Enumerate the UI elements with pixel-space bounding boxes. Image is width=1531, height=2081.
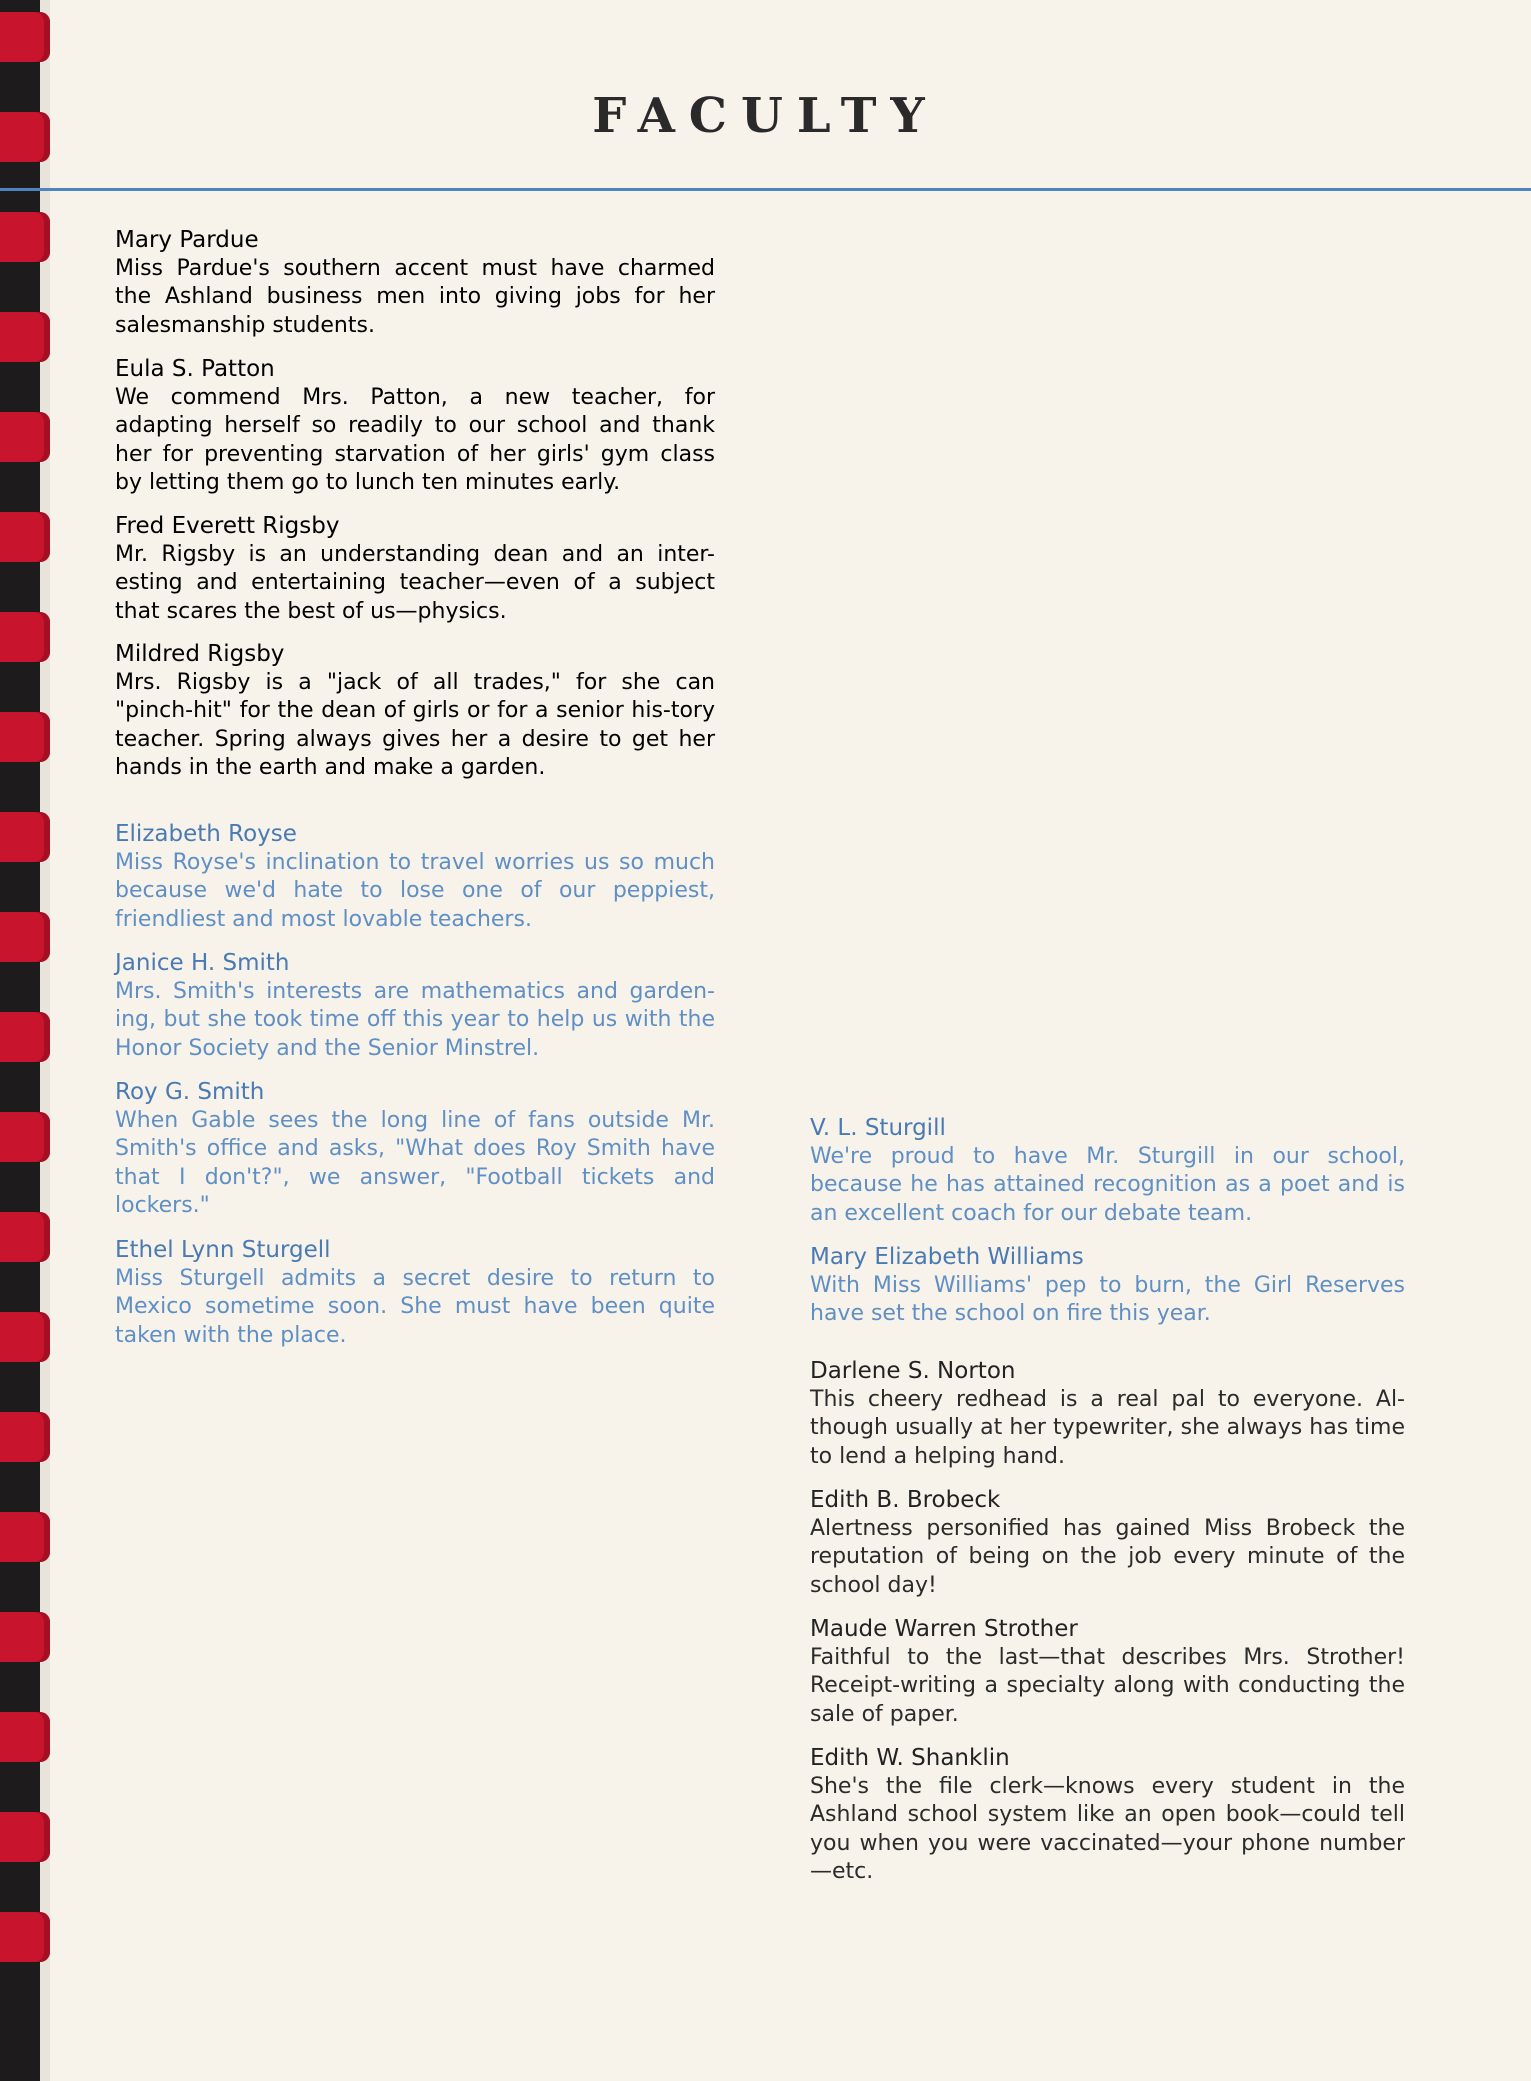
faculty-entry-mildred-rigsby bbox=[115, 640, 715, 783]
faculty-entry-ethel-sturgell bbox=[115, 1236, 715, 1350]
binding-ring bbox=[0, 312, 50, 362]
faculty-name: Fred Everett Rigsby bbox=[115, 513, 340, 539]
faculty-entry-elizabeth-royse bbox=[115, 820, 715, 934]
faculty-name: Mary Elizabeth Williams bbox=[810, 1244, 1084, 1270]
binding-ring bbox=[0, 1412, 50, 1462]
faculty-entry-mary-pardue bbox=[115, 226, 715, 340]
faculty-description: Miss Royse's inclination to travel worries us so much because we'd hate to lose one of our peppiest, friendliest and most lovable teachers. bbox=[115, 849, 715, 932]
faculty-name: Darlene S. Norton bbox=[810, 1358, 1016, 1384]
binding-ring bbox=[0, 1712, 50, 1762]
binding-ring bbox=[0, 1612, 50, 1662]
binding-ring bbox=[0, 912, 50, 962]
faculty-entry-edith-brobeck bbox=[810, 1486, 1405, 1600]
faculty-name: Edith B. Brobeck bbox=[810, 1487, 1001, 1513]
faculty-name: Eula S. Patton bbox=[115, 356, 275, 382]
binding-ring bbox=[0, 712, 50, 762]
spiral-binding bbox=[0, 0, 48, 2081]
faculty-description: When Gable sees the long line of fans outside Mr. Smith's office and asks, "What does Roy Smith have that I don't?", we answer, "Football tickets and lockers." bbox=[115, 1107, 715, 1218]
binding-ring bbox=[0, 12, 50, 62]
faculty-description: Mrs. Smith's interests are mathematics and garden-ing, but she took time off this year to help us with the Honor Society and the Senior Minstrel. bbox=[115, 978, 715, 1061]
faculty-description: She's the file clerk—knows every student in the Ashland school system like an open book—could tell you when you were vaccinated—your phone number—etc. bbox=[810, 1773, 1405, 1884]
faculty-name: Mildred Rigsby bbox=[115, 641, 285, 667]
faculty-description: Miss Sturgell admits a secret desire to return to Mexico sometime soon. She must have been quite taken with the place. bbox=[115, 1265, 715, 1348]
faculty-description: This cheery redhead is a real pal to everyone. Al-though usually at her typewriter, she always has time to lend a helping hand. bbox=[810, 1386, 1405, 1469]
faculty-name: Edith W. Shanklin bbox=[810, 1745, 1010, 1771]
page-title: FACULTY bbox=[592, 88, 939, 144]
binding-ring bbox=[0, 412, 50, 462]
faculty-entry-roy-smith bbox=[115, 1078, 715, 1221]
faculty-entry-vl-sturgill bbox=[810, 1114, 1405, 1228]
faculty-description: We commend Mrs. Patton, a new teacher, for adapting herself so readily to our school and thank her for preventing starvation of her girls' gym class by letting them go to lunch ten minutes early. bbox=[115, 384, 715, 495]
binding-ring bbox=[0, 212, 50, 262]
faculty-description: Mrs. Rigsby is a "jack of all trades," for she can "pinch-hit" for the dean of girls or for a senior his-tory teacher. Spring always gives her a desire to get her hands in the earth and make a garden. bbox=[115, 669, 715, 780]
faculty-name: Elizabeth Royse bbox=[115, 821, 297, 847]
header-rule bbox=[0, 188, 1531, 191]
binding-ring bbox=[0, 1812, 50, 1862]
faculty-entry-maude-strother bbox=[810, 1615, 1405, 1729]
faculty-description: Faithful to the last—that describes Mrs. Strother! Receipt-writing a specialty along with conducting the sale of paper. bbox=[810, 1644, 1405, 1727]
faculty-description: With Miss Williams' pep to burn, the Girl Reserves have set the school on fire this year. bbox=[810, 1272, 1405, 1326]
binding-ring bbox=[0, 1512, 50, 1562]
faculty-name: Janice H. Smith bbox=[115, 950, 290, 976]
binding-ring bbox=[0, 512, 50, 562]
binding-ring bbox=[0, 1912, 50, 1962]
faculty-description: Miss Pardue's southern accent must have charmed the Ashland business men into giving jobs for her salesmanship students. bbox=[115, 255, 715, 338]
faculty-description: Mr. Rigsby is an understanding dean and an inter-esting and entertaining teacher—even of a subject that scares the best of us—physics. bbox=[115, 541, 715, 624]
faculty-entry-janice-smith bbox=[115, 949, 715, 1063]
faculty-entry-mary-williams bbox=[810, 1243, 1405, 1329]
faculty-name: V. L. Sturgill bbox=[810, 1115, 946, 1141]
faculty-entry-edith-shanklin bbox=[810, 1744, 1405, 1887]
faculty-entry-darlene-norton bbox=[810, 1357, 1405, 1471]
faculty-name: Mary Pardue bbox=[115, 227, 259, 253]
faculty-name: Ethel Lynn Sturgell bbox=[115, 1237, 331, 1263]
binding-ring bbox=[0, 1312, 50, 1362]
faculty-name: Roy G. Smith bbox=[115, 1079, 265, 1105]
faculty-description: We're proud to have Mr. Sturgill in our school, because he has attained recognition as a poet and is an excellent coach for our debate team. bbox=[810, 1143, 1405, 1226]
binding-ring bbox=[0, 1012, 50, 1062]
binding-ring bbox=[0, 1112, 50, 1162]
binding-ring bbox=[0, 612, 50, 662]
faculty-entry-fred-rigsby bbox=[115, 512, 715, 626]
binding-ring bbox=[0, 812, 50, 862]
faculty-description: Alertness personified has gained Miss Brobeck the reputation of being on the job every minute of the school day! bbox=[810, 1515, 1405, 1598]
faculty-entry-eula-patton bbox=[115, 355, 715, 498]
binding-ring bbox=[0, 1212, 50, 1262]
faculty-name: Maude Warren Strother bbox=[810, 1616, 1078, 1642]
